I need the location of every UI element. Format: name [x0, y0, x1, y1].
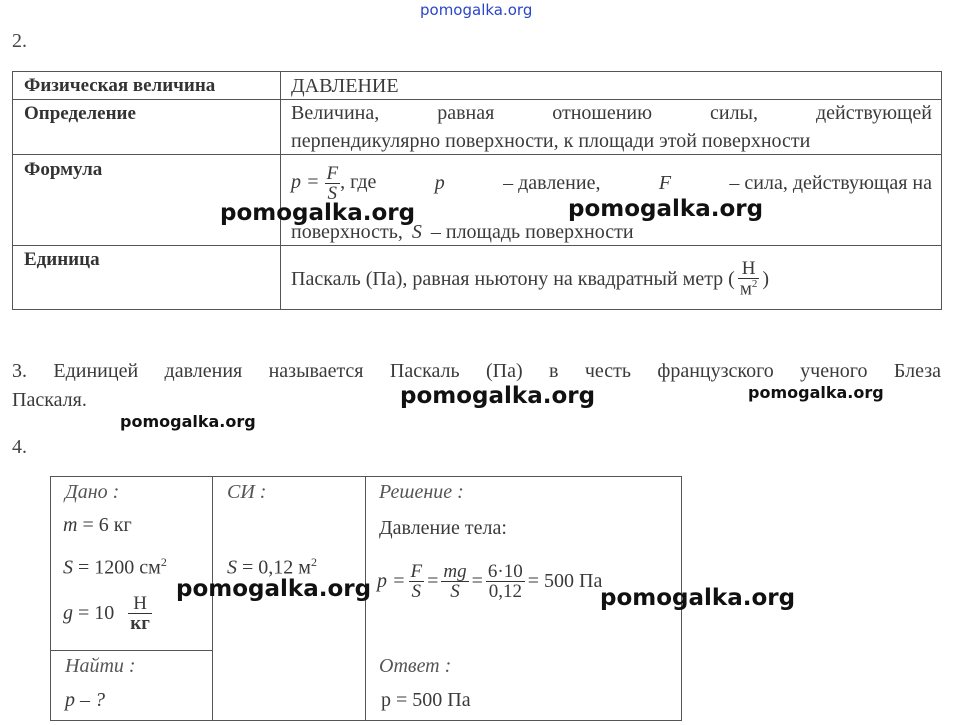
definition-line-2: перпендикулярно поверхности, к площади этой поверхности [291, 130, 811, 152]
watermark: pomogalka.org [400, 383, 596, 409]
eq-frac-2 [441, 562, 468, 601]
eq-frac-3 [486, 562, 525, 601]
section-2-number: 2. [12, 30, 27, 52]
solution-equation [377, 551, 602, 611]
gravity-unit-den: кг [130, 613, 150, 634]
formula-numerator: F [326, 162, 339, 184]
watermark: pomogalka.org [600, 585, 796, 611]
quantity-value: ДАВЛЕНИЕ [291, 75, 399, 97]
formula-denominator: S [325, 183, 341, 203]
row-header-unit: Единица [24, 249, 100, 270]
given-mass [63, 514, 132, 537]
eq-frac-3-den: 0,12 [486, 581, 525, 601]
row-header-formula: Формула [24, 159, 103, 180]
answer-value: p = 500 Па [381, 689, 471, 711]
mass-symbol: m [63, 514, 78, 536]
formula-text-pressure: – давление, [503, 171, 601, 194]
definition-line-1: Величина, равная отношению силы, действующей [291, 102, 932, 124]
unit-fraction [738, 259, 760, 298]
eq-frac-1 [409, 562, 425, 601]
formula-text-force: – сила, действующая на [729, 171, 932, 194]
gravity-unit-fraction [128, 594, 152, 633]
symbol-s: S [411, 221, 422, 243]
symbol-f: F [658, 171, 672, 194]
eq-sign-1: = [427, 569, 439, 592]
table-divider [13, 99, 941, 100]
watermark-top: pomogalka.org [420, 1, 533, 19]
unit-den-base: м [739, 278, 752, 300]
unit-denominator [738, 278, 760, 298]
gravity-value: = 10 [78, 602, 115, 624]
table-divider [280, 72, 281, 309]
formula-fraction [325, 164, 341, 203]
eq-frac-2-num: mg [443, 560, 467, 582]
si-area-sup: 2 [310, 555, 317, 569]
watermark: pomogalka.org [220, 200, 416, 226]
mass-value: = 6 кг [82, 514, 132, 536]
unit-close-paren: ) [762, 267, 770, 290]
eq-frac-1-den: S [409, 581, 425, 601]
symbol-p: p [434, 171, 445, 194]
section-3-line-2: Паскаля. [12, 389, 87, 411]
find-value: p – ? [65, 689, 105, 711]
pressure-definition-table [12, 71, 942, 310]
watermark: pomogalka.org [120, 412, 256, 431]
si-area-value: = 0,12 м [242, 556, 311, 579]
given-label: Дано : [65, 481, 120, 503]
gravity-unit-num: Н [133, 593, 147, 614]
table-divider [51, 650, 213, 651]
section-3-line-1: 3. Единицей давления называется Паскаль (Па) в честь французского ученого Блеза [12, 360, 941, 382]
area-sup: 2 [160, 555, 167, 569]
eq-sign-2: = [471, 569, 483, 592]
formula-lhs: p = [291, 170, 320, 193]
formula-text-area: – площадь поверхности [430, 221, 634, 243]
formula-text-where: , где [340, 170, 377, 193]
given-area [63, 555, 167, 580]
area-symbol: S [63, 556, 73, 579]
watermark: pomogalka.org [176, 576, 372, 602]
find-label: Найти : [65, 655, 136, 677]
table-divider [13, 154, 941, 155]
given-gravity [63, 594, 152, 633]
solution-text: Давление тела: [379, 517, 507, 539]
unit-value [291, 252, 932, 306]
si-area-symbol: S [227, 556, 237, 579]
area-value: = 1200 см [78, 556, 161, 579]
gravity-symbol: g [63, 602, 73, 624]
solution-label: Решение : [379, 481, 464, 503]
table-divider [13, 245, 941, 246]
row-header-definition: Определение [24, 103, 136, 124]
answer-label: Ответ : [379, 655, 452, 677]
eq-lhs: p = [377, 569, 406, 592]
unit-den-sup: 2 [751, 278, 758, 291]
eq-frac-2-den: S [441, 581, 468, 601]
eq-result: = 500 Па [527, 569, 603, 592]
unit-numerator: Н [741, 258, 756, 280]
section-4-number: 4. [12, 436, 27, 458]
unit-text: Паскаль (Па), равная ньютону на квадратный метр ( [291, 267, 735, 290]
watermark: pomogalka.org [748, 383, 884, 402]
watermark: pomogalka.org [568, 196, 764, 222]
eq-frac-3-num: 6·10 [487, 560, 523, 582]
eq-frac-1-num: F [410, 560, 423, 582]
si-label: СИ : [227, 481, 267, 503]
row-header-quantity: Физическая величина [24, 75, 216, 96]
formula-text-surface: поверхность, [291, 221, 403, 243]
